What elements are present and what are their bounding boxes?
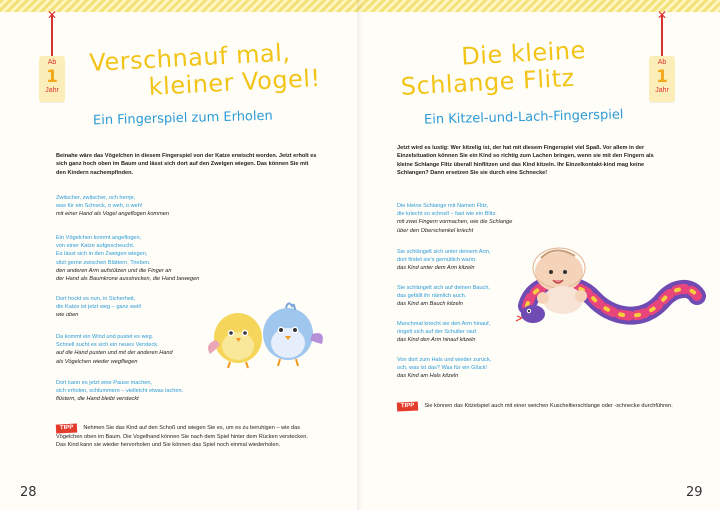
verse-line: Die kleine Schlange mit Namen Flitz, bbox=[397, 203, 489, 209]
age-tag-jahr: Jahr bbox=[655, 87, 669, 94]
verse-line: die kriecht so schnell – fast wie ein Blitz. bbox=[397, 211, 497, 218]
ribbon-bow-icon: ✕ bbox=[656, 8, 668, 22]
age-tag-jahr: Jahr bbox=[45, 87, 59, 94]
verse-line: von einer Katze aufgescheucht. bbox=[56, 243, 135, 250]
tipp-box bbox=[56, 424, 318, 449]
verse-stanza bbox=[397, 356, 491, 381]
baby-with-snake-illustration bbox=[515, 228, 705, 350]
verse-instruction: wie oben bbox=[56, 312, 79, 319]
tipp-badge: TIPP bbox=[397, 401, 419, 411]
verse-line: Es lässt sich in den Zweigen wiegen, bbox=[56, 251, 148, 258]
tipp-box bbox=[397, 402, 677, 411]
tipp-text: Nehmen Sie das Kind auf den Schoß und wiegen Sie es, um es zu beruhigen – wie das Vögelchen oben im Baum. Die Vogelhand können Sie nach dem Spiel hinter dem Rücken verstecken. Das Kind kann sie wieder hervorholen und Sie können das Spiel noch einmal wiederholen. bbox=[56, 425, 308, 449]
verse-line: Manchmal kriecht sie den Arm hinauf, bbox=[397, 321, 491, 327]
verse-line: Dort hockt es nun, in Sicherheit, bbox=[56, 296, 136, 302]
verse-stanza bbox=[56, 194, 169, 219]
verse-instruction: als Vögelchen wieder wegfliegen bbox=[56, 358, 138, 365]
verse-line: Sie schlängelt sich unter deinem Arm, bbox=[397, 249, 491, 255]
page-number: 29 bbox=[686, 485, 703, 500]
intro-text: Beinahe wäre das Vögelchen in diesem Fingerspiel von der Katze erwischt worden. Jetzt erholt es sich ganz hoch oben im Baum und lässt sich dort auf den Zweigen wiegen. Das können Sie mit den Kindern nachempfinden. bbox=[56, 153, 317, 176]
verse-line: Zwitscher, zwitscher, och herrje, bbox=[56, 195, 136, 201]
verse-line: sitzt gerne zwischen Blättern, Trieben. bbox=[56, 259, 151, 266]
verse-stanza bbox=[56, 379, 183, 404]
verse-instruction: das Kind am Hals kitzeln bbox=[397, 373, 459, 380]
title-line: Schlange Flitz bbox=[400, 63, 576, 101]
verse-instruction: auf die Hand pusten und mit der anderen Hand bbox=[56, 350, 173, 357]
page-subtitle: Ein Fingerspiel zum Erholen bbox=[92, 108, 273, 129]
verse-instruction: das Kind den Arm hinauf kitzeln bbox=[397, 337, 476, 344]
age-tag-number: 1 bbox=[46, 67, 58, 87]
verse-line: Dort kann es jetzt eine Pause machen, bbox=[56, 380, 153, 386]
verse-line: Da kommt ein Wind und pustet es weg. bbox=[56, 334, 154, 340]
verse-line: Sie schlängelt sich auf deinen Bauch, bbox=[397, 285, 490, 291]
yellow-bird-icon bbox=[208, 313, 262, 368]
verse-instruction: das Kind am Bauch kitzeln bbox=[397, 301, 463, 308]
page-title bbox=[399, 37, 588, 101]
page-right bbox=[360, 0, 720, 510]
age-tag bbox=[39, 56, 65, 102]
verse-line: Von dort zum Hals und wieder zurück, bbox=[397, 357, 492, 363]
verse-instruction: mit zwei Fingern vormachen, wie die Schlange bbox=[397, 219, 513, 226]
verse-line: was für ein Schreck, o weh, o weh! bbox=[56, 203, 143, 210]
verse-line: Ein Vögelchen kommt angeflogen, bbox=[56, 235, 142, 241]
tipp-text: Sie können das Kitzelspiel auch mit einer weichen Kuscheltierschlange oder -schnecke durchführen. bbox=[424, 403, 673, 409]
ribbon-bow-icon: ✕ bbox=[46, 8, 58, 22]
title-line: kleiner Vogel! bbox=[148, 63, 322, 101]
age-tag-number: 1 bbox=[656, 67, 668, 87]
verse-instruction: das Kind unter dem Arm kitzeln bbox=[397, 265, 475, 272]
two-birds-illustration bbox=[200, 300, 330, 372]
verse-line: die Katze ist jetzt weg – ganz weit! bbox=[56, 304, 142, 311]
intro-text: Jetzt wird es lustig: Wer kitzelig ist, der hat mit diesem Fingerspiel viel Spaß. Vor allem in der Einzelsituation können Sie ein Kind so richtig zum Lachen bringen, wenn sie mit den Fingern als kleine Schlange Flitz überall hinflitzen und das Kind kitzeln. Ihr Einzelkontakt-kind mag keine Schlangen? Dann ersetzen Sie sie durch eine Schnecke! bbox=[397, 145, 654, 177]
page-subtitle: Ein Kitzel-und-Lach-Fingerspiel bbox=[423, 107, 624, 128]
verse-line: sich erholen, schlummern – vielleicht etwas lachen. bbox=[56, 388, 184, 395]
verse-instruction: über den Oberschenkel kriecht bbox=[397, 227, 474, 234]
verse-stanza bbox=[56, 234, 199, 283]
verse-instruction: den anderen Arm aufstützen und die Finger an bbox=[56, 267, 172, 274]
verse-stanza bbox=[397, 284, 490, 309]
verse-stanza bbox=[56, 295, 142, 320]
blue-bird-icon bbox=[263, 303, 323, 366]
verse-stanza bbox=[397, 248, 491, 273]
title-line: Die kleine bbox=[460, 36, 587, 71]
page-number: 28 bbox=[20, 485, 37, 500]
verse-instruction: der Hand als Baumkrone ausstrecken, die Hand bewegen bbox=[56, 276, 200, 283]
tipp-badge: TIPP bbox=[56, 423, 78, 433]
verse-stanza bbox=[56, 333, 173, 366]
verse-line: Schnell sucht es sich ein neues Versteck. bbox=[56, 342, 159, 349]
verse-line: dort findet sie's gemütlich warm. bbox=[397, 257, 477, 264]
verse-line: ringelt sich auf der Schulter rauf. bbox=[397, 329, 478, 336]
verse-instruction: flüstern, die Hand bleibt versteckt bbox=[56, 396, 139, 403]
age-tag-ab: Ab bbox=[657, 59, 667, 66]
verse-stanza bbox=[397, 202, 512, 235]
verse-stanza bbox=[397, 320, 490, 345]
baby-icon bbox=[533, 248, 587, 314]
verse-line: och, was ist das? Was für ein Glück! bbox=[397, 365, 487, 372]
age-tag-ab: Ab bbox=[47, 59, 57, 66]
title-line: Verschnauf mal, bbox=[88, 38, 292, 78]
age-tag bbox=[649, 56, 675, 102]
verse-instruction: mit einer Hand als Vogel angeflogen kommen bbox=[56, 211, 169, 218]
page-title bbox=[89, 38, 322, 104]
verse-line: das gefällt ihr nämlich auch. bbox=[397, 293, 467, 300]
